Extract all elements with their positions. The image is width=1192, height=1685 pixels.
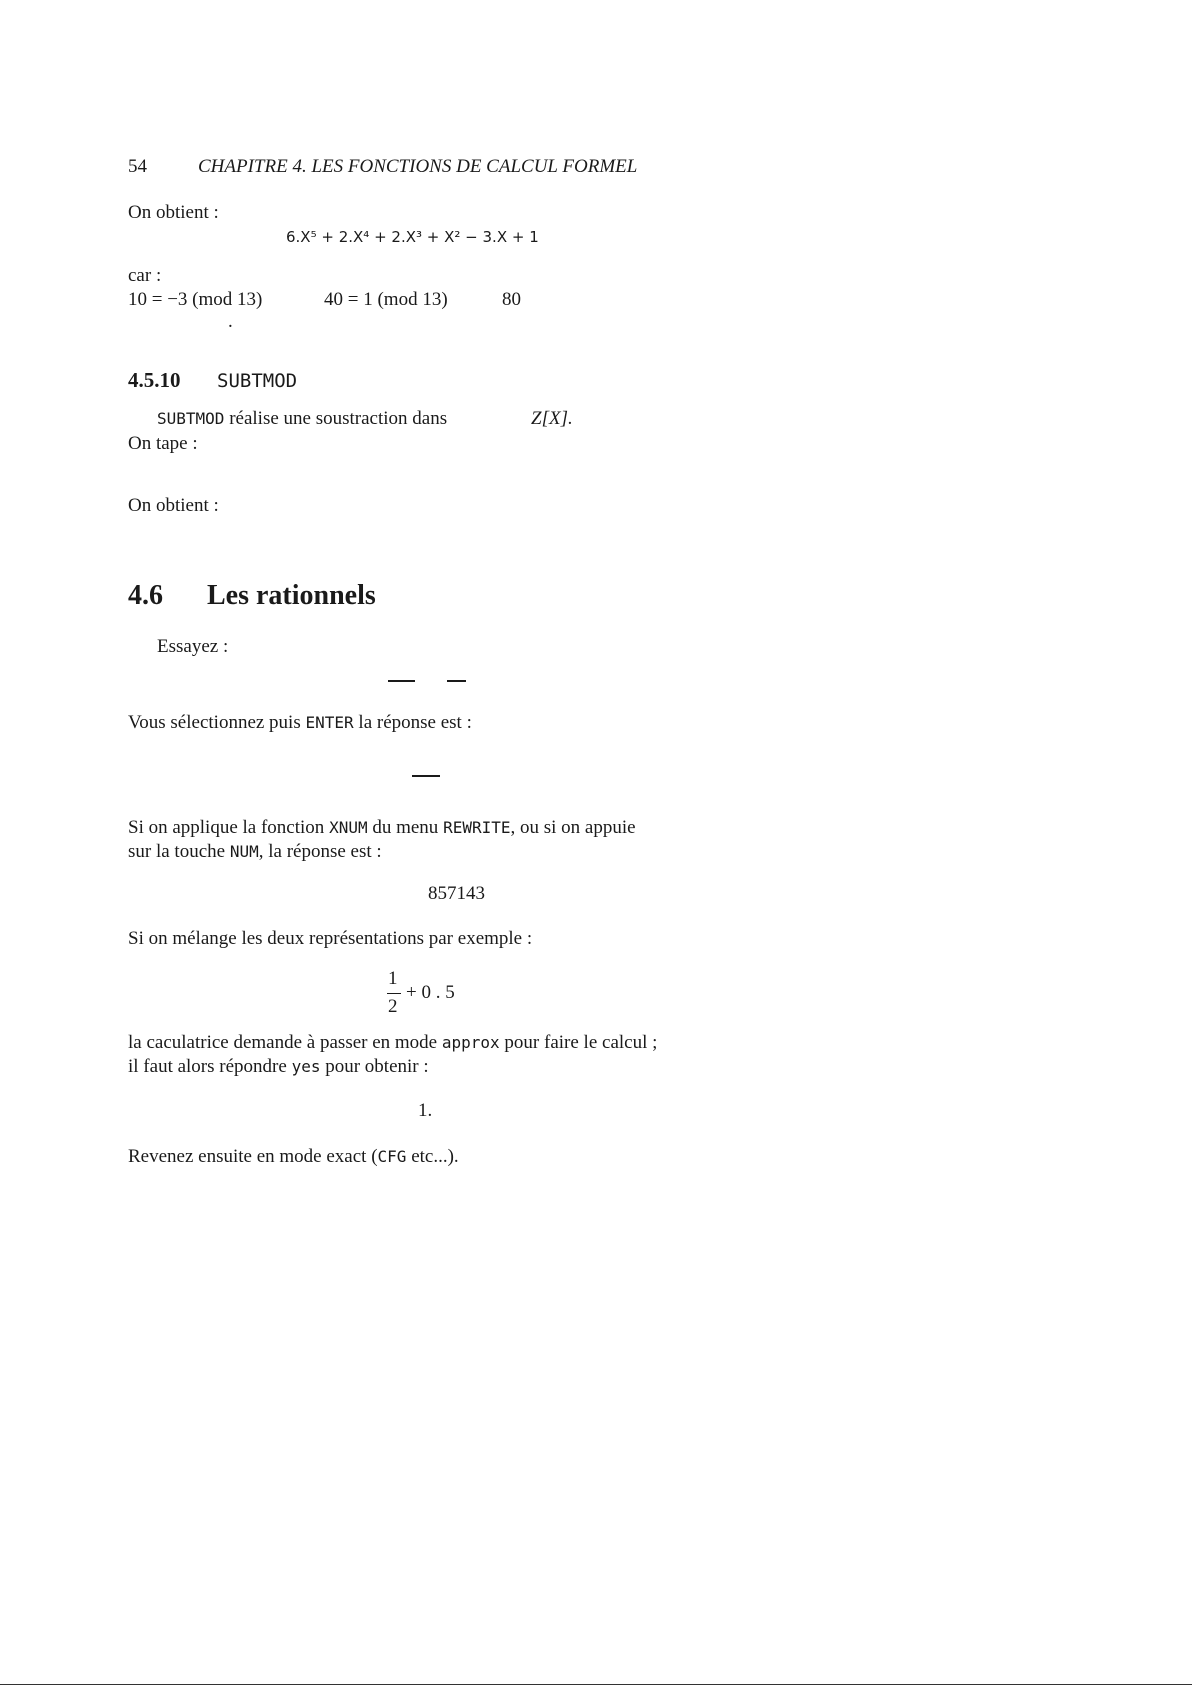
approx-instruction-line2 <box>128 1056 429 1078</box>
enter-key: ENTER <box>305 713 354 732</box>
mix-numerator: 1 <box>388 968 398 989</box>
car-label: car : <box>128 265 162 286</box>
approx-line2-pre: il faut alors répondre <box>128 1056 292 1077</box>
cfg-key: CFG <box>377 1147 407 1166</box>
revenez-instruction <box>128 1146 459 1168</box>
page-number: 54 <box>128 156 147 177</box>
subtmod-cmd: SUBTMOD <box>157 409 225 428</box>
section-46-title: Les rationnels <box>207 580 376 611</box>
on-tape-label: On tape : <box>128 433 198 454</box>
on-obtient-label-2: On obtient : <box>128 495 219 516</box>
approx-instruction-line1 <box>128 1032 657 1054</box>
approx-result: 1. <box>418 1100 433 1121</box>
subtmod-intro-text: réalise une soustraction dans <box>224 408 448 429</box>
congruence-3: 80 <box>502 289 521 310</box>
xnum-text-2: du menu <box>367 817 444 838</box>
xnum-text-1: Si on applique la fonction <box>128 817 330 838</box>
numeric-result: 857143 <box>428 883 485 904</box>
revenez-text-pre: Revenez ensuite en mode exact ( <box>128 1146 378 1167</box>
num-key: NUM <box>229 842 259 861</box>
section-4510-heading <box>128 368 297 393</box>
approx-mode: approx <box>441 1033 500 1052</box>
fraction-bar <box>412 775 440 777</box>
mix-instruction: Si on mélange les deux représentations par exemple : <box>128 928 533 949</box>
select-text-post: la réponse est : <box>353 712 472 733</box>
rewrite-menu: REWRITE <box>443 818 511 837</box>
congruence-2: 40 = 1 (mod 13) <box>324 289 448 310</box>
fraction-bar <box>388 680 415 682</box>
xnum-cmd: XNUM <box>329 818 368 837</box>
congruence-1: 10 = −3 (mod 13) <box>128 289 263 310</box>
revenez-text-post: etc...). <box>406 1146 459 1167</box>
section-46-heading <box>128 580 376 612</box>
xnum-instruction-line2 <box>128 841 382 863</box>
mix-rest: + 0 . 5 <box>406 982 455 1003</box>
section-4510-title: SUBTMOD <box>217 370 298 392</box>
mix-denominator: 2 <box>388 996 398 1017</box>
subtmod-intro <box>157 408 447 430</box>
section-4510-number: 4.5.10 <box>128 368 181 392</box>
running-title: CHAPITRE 4. LES FONCTIONS DE CALCUL FORMEL <box>198 156 638 177</box>
yes-answer: yes <box>291 1057 321 1076</box>
xnum-line2-post: , la réponse est : <box>258 841 382 862</box>
polynomial-result: 6.X⁵ + 2.X⁴ + 2.X³ + X² − 3.X + 1 <box>286 228 539 246</box>
stray-dot: . <box>228 311 233 332</box>
fraction-bar <box>447 680 466 682</box>
select-instruction <box>128 712 472 734</box>
xnum-text-3: , ou si on appuie <box>510 817 636 838</box>
approx-text-1: la caculatrice demande à passer en mode <box>128 1032 442 1053</box>
xnum-instruction-line1 <box>128 817 636 839</box>
on-obtient-label: On obtient : <box>128 202 219 223</box>
approx-text-2: pour faire le calcul ; <box>499 1032 658 1053</box>
essayez-label: Essayez : <box>157 636 229 657</box>
select-text-pre: Vous sélectionnez puis <box>128 712 306 733</box>
section-46-number: 4.6 <box>128 580 163 611</box>
mix-fraction-bar <box>387 993 401 994</box>
subtmod-ring: Z[X]. <box>531 408 573 429</box>
approx-line2-post: pour obtenir : <box>320 1056 429 1077</box>
xnum-line2-pre: sur la touche <box>128 841 230 862</box>
